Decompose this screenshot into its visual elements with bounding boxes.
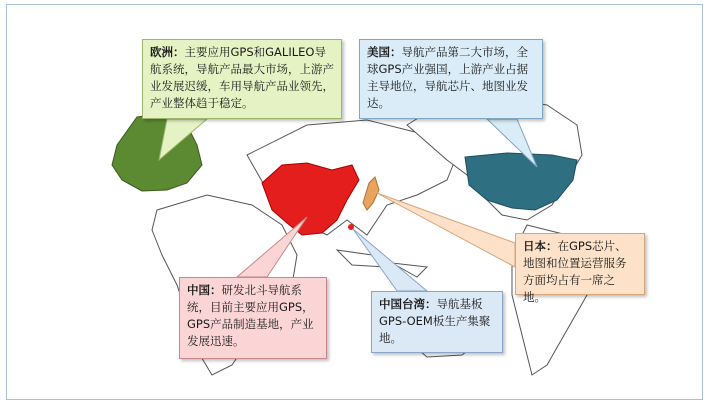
usa-callout-title: 美国： <box>367 45 402 59</box>
china-callout-title: 中国： <box>187 283 222 297</box>
taiwan-callout-title: 中国台湾： <box>379 297 437 311</box>
japan-callout-title: 日本： <box>523 239 558 253</box>
japan-callout-text: 在GPS芯片、地图和位置运营服务方面均占有一席之地。 <box>523 239 627 304</box>
europe-callout-text: 主要应用GPS和GALILEO导航系统，导航产品最大市场，上游产业发展迟缓，车用导航产品业领先，产业整体趋于稳定。 <box>150 45 334 110</box>
figure-frame <box>6 4 703 400</box>
taiwan-callout <box>371 291 503 353</box>
usa-callout <box>359 39 543 119</box>
taiwan-callout-text: 导航基板GPS-OEM板生产集聚地。 <box>379 297 491 345</box>
usa-region <box>465 153 577 210</box>
china-callout-text: 研发北斗导航系统，目前主要应用GPS，GPS产品制造基地，产业发展迅速。 <box>187 283 314 348</box>
europe-callout <box>142 39 342 119</box>
china-callout <box>179 277 327 359</box>
world-map <box>7 5 703 400</box>
usa-callout-text: 导航产品第二大市场，全球GPS产业强国，上游产业占据主导地位，导航芯片、地图业发达。 <box>367 45 529 110</box>
europe-callout-title: 欧洲： <box>150 45 185 59</box>
japan-callout <box>515 233 645 304</box>
